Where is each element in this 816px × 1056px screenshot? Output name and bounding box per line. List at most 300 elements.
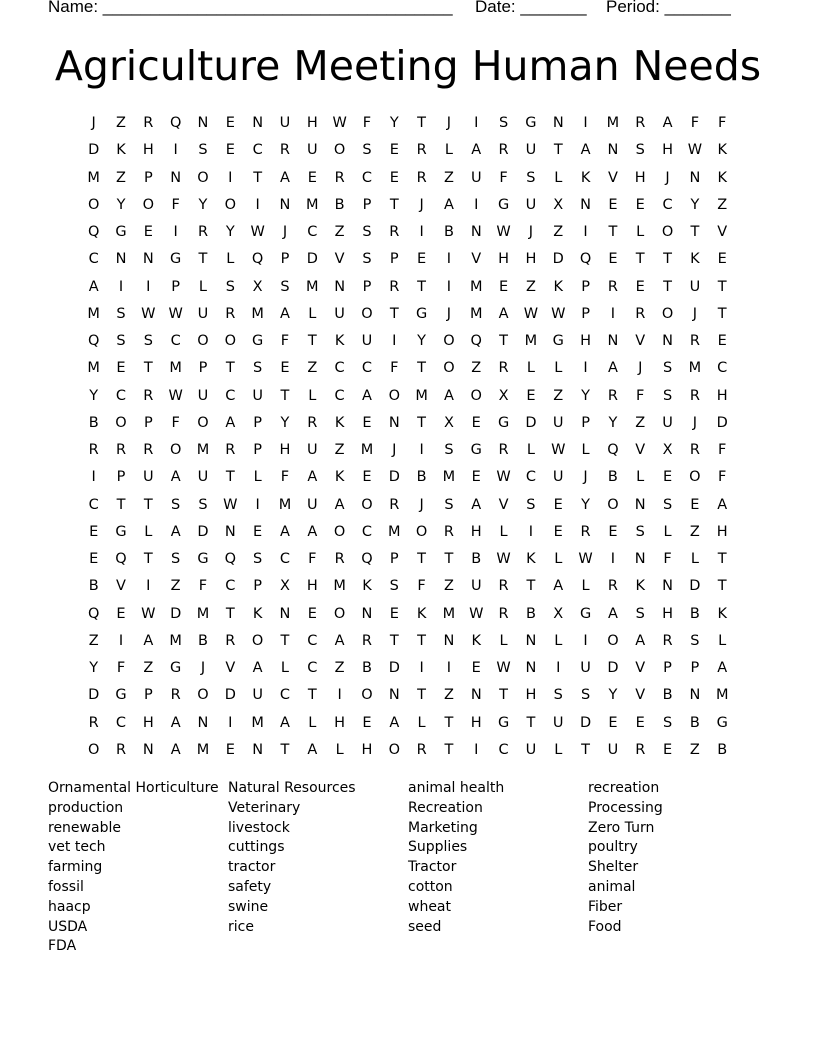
- grid-letter[interactable]: U: [552, 714, 564, 731]
- grid-letter[interactable]: M: [251, 714, 264, 731]
- grid-letter[interactable]: N: [607, 142, 619, 159]
- grid-letter[interactable]: A: [717, 496, 728, 513]
- grid-letter[interactable]: N: [361, 605, 373, 622]
- grid-letter[interactable]: K: [252, 605, 263, 622]
- grid-letter[interactable]: F: [663, 551, 672, 567]
- grid-letter[interactable]: G: [497, 196, 510, 213]
- grid-letter[interactable]: D: [552, 251, 564, 268]
- grid-letter[interactable]: P: [143, 169, 153, 186]
- grid-letter[interactable]: U: [580, 660, 591, 676]
- grid-letter[interactable]: G: [497, 714, 510, 731]
- grid-letter[interactable]: C: [88, 251, 99, 268]
- grid-letter[interactable]: P: [581, 414, 590, 431]
- grid-letter[interactable]: A: [443, 387, 454, 404]
- grid-letter[interactable]: S: [143, 333, 153, 349]
- grid-letter[interactable]: Q: [607, 442, 619, 458]
- grid-letter[interactable]: L: [636, 469, 645, 486]
- grid-letter[interactable]: E: [143, 224, 153, 240]
- grid-letter[interactable]: C: [307, 632, 318, 649]
- grid-letter[interactable]: E: [553, 523, 563, 540]
- grid-letter[interactable]: H: [716, 387, 728, 404]
- grid-letter[interactable]: M: [306, 278, 319, 295]
- grid-letter[interactable]: V: [471, 251, 482, 268]
- grid-letter[interactable]: I: [118, 278, 124, 295]
- grid-letter[interactable]: Y: [608, 414, 618, 431]
- grid-letter[interactable]: E: [389, 169, 399, 186]
- grid-letter[interactable]: Q: [115, 551, 127, 567]
- grid-letter[interactable]: F: [390, 360, 399, 377]
- grid-letter[interactable]: W: [551, 305, 566, 322]
- grid-letter[interactable]: K: [334, 333, 345, 349]
- grid-letter[interactable]: V: [635, 442, 646, 458]
- grid-letter[interactable]: E: [362, 414, 372, 431]
- grid-letter[interactable]: I: [583, 632, 588, 649]
- grid-letter[interactable]: G: [415, 305, 428, 322]
- grid-letter[interactable]: Z: [525, 278, 536, 295]
- grid-letter[interactable]: E: [89, 523, 99, 540]
- grid-letter[interactable]: R: [607, 578, 618, 595]
- grid-letter[interactable]: N: [252, 115, 264, 131]
- grid-letter[interactable]: T: [253, 169, 263, 186]
- grid-letter[interactable]: L: [581, 442, 590, 458]
- grid-letter[interactable]: Z: [635, 414, 646, 431]
- grid-letter[interactable]: G: [252, 333, 264, 349]
- grid-letter[interactable]: O: [333, 523, 346, 540]
- grid-letter[interactable]: A: [717, 660, 728, 676]
- grid-letter[interactable]: H: [525, 251, 537, 268]
- grid-letter[interactable]: T: [553, 142, 563, 159]
- grid-letter[interactable]: Z: [307, 360, 318, 377]
- grid-letter[interactable]: T: [389, 305, 399, 322]
- grid-letter[interactable]: M: [306, 196, 319, 213]
- grid-letter[interactable]: O: [689, 469, 701, 486]
- grid-letter[interactable]: T: [663, 251, 672, 268]
- grid-letter[interactable]: K: [635, 578, 645, 595]
- grid-letter[interactable]: S: [526, 169, 536, 186]
- grid-letter[interactable]: K: [362, 578, 372, 595]
- grid-letter[interactable]: Y: [225, 224, 235, 240]
- grid-letter[interactable]: N: [170, 169, 182, 186]
- grid-letter[interactable]: J: [392, 442, 397, 458]
- grid-letter[interactable]: A: [334, 496, 345, 513]
- grid-letter[interactable]: V: [116, 578, 126, 595]
- grid-letter[interactable]: T: [143, 496, 153, 513]
- grid-letter[interactable]: Y: [89, 387, 99, 404]
- grid-letter[interactable]: P: [663, 660, 672, 676]
- grid-letter[interactable]: N: [197, 115, 209, 131]
- grid-letter[interactable]: C: [115, 714, 127, 731]
- grid-letter[interactable]: F: [362, 115, 372, 131]
- grid-letter[interactable]: L: [636, 224, 645, 240]
- grid-letter[interactable]: O: [115, 414, 127, 431]
- grid-letter[interactable]: T: [417, 687, 427, 704]
- grid-letter[interactable]: R: [389, 496, 400, 513]
- grid-letter[interactable]: R: [498, 360, 509, 377]
- period-field-label[interactable]: Period: _______: [606, 0, 731, 16]
- grid-letter[interactable]: M: [87, 169, 100, 186]
- grid-letter[interactable]: P: [690, 660, 700, 676]
- grid-letter[interactable]: B: [662, 687, 673, 704]
- grid-letter[interactable]: K: [717, 142, 727, 159]
- grid-letter[interactable]: J: [282, 224, 288, 240]
- grid-letter[interactable]: E: [225, 741, 235, 758]
- grid-letter[interactable]: L: [663, 523, 672, 540]
- grid-letter[interactable]: E: [608, 523, 618, 540]
- grid-letter[interactable]: R: [225, 442, 236, 458]
- grid-letter[interactable]: L: [554, 741, 563, 758]
- grid-letter[interactable]: G: [497, 414, 510, 431]
- grid-letter[interactable]: E: [662, 741, 673, 758]
- grid-letter[interactable]: T: [116, 496, 126, 513]
- grid-letter[interactable]: U: [279, 115, 291, 131]
- grid-letter[interactable]: N: [388, 414, 400, 431]
- grid-letter[interactable]: I: [446, 251, 452, 268]
- grid-letter[interactable]: F: [690, 115, 700, 131]
- grid-letter[interactable]: Z: [553, 224, 564, 240]
- grid-letter[interactable]: S: [526, 496, 536, 513]
- grid-letter[interactable]: U: [552, 469, 564, 486]
- grid-letter[interactable]: H: [525, 687, 537, 704]
- grid-letter[interactable]: I: [419, 224, 424, 240]
- grid-letter[interactable]: L: [690, 551, 699, 567]
- grid-letter[interactable]: T: [225, 605, 235, 622]
- grid-letter[interactable]: E: [280, 360, 290, 377]
- grid-letter[interactable]: N: [689, 687, 701, 704]
- grid-letter[interactable]: U: [525, 741, 537, 758]
- grid-letter[interactable]: U: [470, 578, 482, 595]
- grid-letter[interactable]: T: [307, 687, 317, 704]
- grid-letter[interactable]: Z: [334, 224, 345, 240]
- grid-letter[interactable]: G: [470, 442, 482, 458]
- grid-letter[interactable]: N: [115, 251, 127, 268]
- grid-letter[interactable]: Y: [581, 496, 590, 513]
- grid-letter[interactable]: I: [474, 115, 479, 131]
- grid-letter[interactable]: M: [278, 496, 292, 513]
- grid-letter[interactable]: T: [444, 741, 454, 758]
- grid-letter[interactable]: H: [498, 251, 510, 268]
- grid-letter[interactable]: R: [389, 224, 400, 240]
- grid-letter[interactable]: I: [146, 578, 151, 595]
- grid-letter[interactable]: H: [306, 115, 318, 131]
- grid-letter[interactable]: R: [225, 632, 236, 649]
- grid-letter[interactable]: S: [362, 142, 372, 159]
- grid-letter[interactable]: A: [143, 632, 154, 649]
- grid-letter[interactable]: V: [607, 169, 618, 186]
- grid-letter[interactable]: U: [197, 469, 209, 486]
- grid-letter[interactable]: E: [116, 605, 126, 622]
- grid-letter[interactable]: I: [392, 333, 397, 349]
- grid-letter[interactable]: B: [471, 551, 482, 567]
- grid-letter[interactable]: I: [474, 741, 479, 758]
- grid-letter[interactable]: P: [253, 578, 262, 595]
- grid-letter[interactable]: A: [280, 714, 290, 731]
- grid-letter[interactable]: U: [306, 442, 318, 458]
- grid-letter[interactable]: L: [226, 251, 235, 268]
- grid-letter[interactable]: F: [171, 414, 180, 431]
- grid-letter[interactable]: A: [307, 741, 318, 758]
- grid-letter[interactable]: T: [499, 333, 509, 349]
- grid-letter[interactable]: F: [280, 333, 290, 349]
- grid-letter[interactable]: Y: [89, 660, 99, 676]
- grid-letter[interactable]: C: [525, 469, 536, 486]
- grid-letter[interactable]: O: [443, 360, 455, 377]
- grid-letter[interactable]: A: [170, 523, 181, 540]
- grid-letter[interactable]: S: [444, 442, 454, 458]
- grid-letter[interactable]: R: [416, 142, 427, 159]
- grid-letter[interactable]: R: [334, 169, 345, 186]
- grid-letter[interactable]: T: [717, 551, 727, 567]
- grid-letter[interactable]: C: [334, 360, 345, 377]
- grid-letter[interactable]: Z: [689, 523, 700, 540]
- grid-letter[interactable]: L: [499, 523, 508, 540]
- grid-letter[interactable]: E: [307, 605, 317, 622]
- grid-letter[interactable]: E: [526, 387, 536, 404]
- grid-letter[interactable]: A: [361, 387, 372, 404]
- grid-letter[interactable]: R: [689, 333, 700, 349]
- grid-letter[interactable]: N: [252, 741, 264, 758]
- grid-letter[interactable]: P: [389, 551, 399, 567]
- grid-letter[interactable]: I: [146, 278, 151, 295]
- grid-letter[interactable]: M: [251, 305, 264, 322]
- grid-letter[interactable]: V: [635, 333, 646, 349]
- grid-letter[interactable]: S: [225, 278, 235, 295]
- grid-letter[interactable]: U: [334, 305, 345, 322]
- grid-letter[interactable]: R: [143, 387, 154, 404]
- grid-letter[interactable]: I: [173, 224, 178, 240]
- grid-letter[interactable]: S: [662, 714, 673, 731]
- grid-letter[interactable]: C: [279, 551, 291, 567]
- grid-letter[interactable]: S: [116, 333, 126, 349]
- grid-letter[interactable]: K: [334, 414, 345, 431]
- grid-letter[interactable]: M: [196, 605, 210, 622]
- grid-letter[interactable]: A: [635, 632, 646, 649]
- grid-letter[interactable]: T: [444, 714, 454, 731]
- grid-letter[interactable]: P: [143, 687, 153, 704]
- grid-letter[interactable]: R: [662, 632, 673, 649]
- grid-letter[interactable]: J: [446, 115, 452, 131]
- grid-letter[interactable]: O: [87, 196, 100, 213]
- grid-letter[interactable]: J: [419, 496, 424, 513]
- grid-letter[interactable]: T: [581, 741, 590, 758]
- grid-letter[interactable]: T: [526, 714, 536, 731]
- grid-letter[interactable]: K: [334, 469, 345, 486]
- grid-letter[interactable]: M: [442, 605, 456, 622]
- grid-letter[interactable]: R: [143, 115, 154, 131]
- grid-letter[interactable]: N: [580, 196, 591, 213]
- grid-letter[interactable]: L: [526, 442, 535, 458]
- grid-letter[interactable]: I: [419, 660, 424, 676]
- grid-letter[interactable]: S: [280, 278, 290, 295]
- grid-letter[interactable]: C: [717, 360, 728, 377]
- grid-letter[interactable]: N: [634, 551, 646, 567]
- grid-letter[interactable]: H: [634, 169, 646, 186]
- grid-letter[interactable]: Y: [116, 196, 126, 213]
- grid-letter[interactable]: V: [717, 224, 728, 240]
- grid-letter[interactable]: B: [361, 660, 372, 676]
- grid-letter[interactable]: O: [251, 632, 264, 649]
- grid-letter[interactable]: T: [417, 115, 427, 131]
- grid-letter[interactable]: M: [87, 360, 100, 377]
- grid-letter[interactable]: I: [118, 632, 124, 649]
- grid-letter[interactable]: S: [498, 115, 509, 131]
- grid-letter[interactable]: O: [169, 442, 182, 458]
- grid-letter[interactable]: W: [578, 551, 593, 567]
- grid-letter[interactable]: T: [389, 632, 399, 649]
- grid-letter[interactable]: E: [635, 196, 645, 213]
- grid-letter[interactable]: A: [471, 142, 482, 159]
- grid-letter[interactable]: N: [142, 251, 154, 268]
- grid-letter[interactable]: I: [446, 660, 452, 676]
- grid-letter[interactable]: E: [89, 551, 99, 567]
- grid-letter[interactable]: Y: [198, 196, 208, 213]
- grid-letter[interactable]: A: [170, 469, 181, 486]
- grid-letter[interactable]: J: [528, 224, 534, 240]
- grid-letter[interactable]: T: [280, 632, 290, 649]
- grid-letter[interactable]: P: [116, 469, 126, 486]
- grid-letter[interactable]: H: [662, 605, 673, 622]
- grid-letter[interactable]: L: [554, 632, 563, 649]
- grid-letter[interactable]: I: [583, 360, 588, 377]
- grid-letter[interactable]: E: [717, 333, 727, 349]
- grid-letter[interactable]: L: [554, 360, 563, 377]
- grid-letter[interactable]: O: [388, 741, 400, 758]
- grid-letter[interactable]: F: [280, 469, 290, 486]
- grid-letter[interactable]: A: [307, 469, 318, 486]
- grid-letter[interactable]: E: [362, 714, 372, 731]
- grid-letter[interactable]: U: [662, 414, 673, 431]
- grid-letter[interactable]: E: [225, 115, 235, 131]
- grid-letter[interactable]: R: [170, 687, 181, 704]
- grid-letter[interactable]: U: [252, 687, 263, 704]
- grid-letter[interactable]: C: [225, 578, 236, 595]
- grid-letter[interactable]: I: [255, 196, 260, 213]
- grid-letter[interactable]: G: [115, 523, 127, 540]
- grid-letter[interactable]: A: [225, 414, 236, 431]
- grid-letter[interactable]: R: [389, 278, 400, 295]
- grid-letter[interactable]: C: [307, 224, 318, 240]
- grid-letter[interactable]: O: [197, 333, 209, 349]
- grid-letter[interactable]: N: [279, 196, 291, 213]
- grid-letter[interactable]: G: [197, 551, 209, 567]
- grid-letter[interactable]: O: [607, 496, 619, 513]
- grid-letter[interactable]: K: [471, 632, 482, 649]
- grid-letter[interactable]: H: [279, 442, 291, 458]
- grid-letter[interactable]: T: [389, 196, 399, 213]
- grid-letter[interactable]: T: [717, 578, 727, 595]
- grid-letter[interactable]: D: [689, 578, 701, 595]
- grid-letter[interactable]: M: [196, 442, 210, 458]
- grid-letter[interactable]: I: [173, 142, 178, 159]
- grid-letter[interactable]: S: [635, 605, 645, 622]
- grid-letter[interactable]: N: [197, 714, 209, 731]
- grid-letter[interactable]: L: [280, 660, 289, 676]
- grid-letter[interactable]: L: [554, 551, 563, 567]
- grid-letter[interactable]: X: [279, 578, 290, 595]
- grid-letter[interactable]: T: [417, 360, 427, 377]
- grid-letter[interactable]: K: [690, 251, 700, 268]
- grid-letter[interactable]: S: [389, 578, 399, 595]
- grid-letter[interactable]: N: [470, 687, 482, 704]
- grid-letter[interactable]: U: [197, 305, 209, 322]
- grid-letter[interactable]: E: [608, 714, 618, 731]
- grid-letter[interactable]: F: [171, 196, 180, 213]
- grid-letter[interactable]: S: [662, 360, 673, 377]
- grid-letter[interactable]: R: [689, 387, 700, 404]
- grid-letter[interactable]: C: [334, 387, 345, 404]
- grid-letter[interactable]: F: [636, 387, 645, 404]
- grid-letter[interactable]: Y: [608, 687, 618, 704]
- grid-letter[interactable]: Q: [470, 333, 482, 349]
- grid-letter[interactable]: M: [606, 115, 620, 131]
- grid-letter[interactable]: O: [443, 333, 455, 349]
- grid-letter[interactable]: Z: [471, 360, 482, 377]
- grid-letter[interactable]: S: [198, 142, 208, 159]
- grid-letter[interactable]: X: [252, 278, 263, 295]
- grid-letter[interactable]: R: [689, 442, 700, 458]
- grid-letter[interactable]: E: [253, 523, 263, 540]
- grid-letter[interactable]: L: [198, 278, 208, 295]
- grid-letter[interactable]: X: [553, 605, 564, 622]
- grid-letter[interactable]: A: [498, 305, 509, 322]
- grid-letter[interactable]: L: [526, 360, 535, 377]
- grid-letter[interactable]: R: [607, 387, 618, 404]
- grid-letter[interactable]: R: [115, 741, 127, 758]
- grid-letter[interactable]: A: [607, 360, 618, 377]
- grid-letter[interactable]: L: [308, 714, 317, 731]
- grid-letter[interactable]: B: [607, 469, 618, 486]
- grid-letter[interactable]: T: [280, 387, 290, 404]
- grid-letter[interactable]: O: [142, 196, 155, 213]
- grid-letter[interactable]: T: [198, 251, 208, 268]
- grid-letter[interactable]: I: [610, 305, 616, 322]
- grid-letter[interactable]: I: [583, 115, 588, 131]
- grid-letter[interactable]: B: [717, 741, 728, 758]
- grid-letter[interactable]: M: [169, 360, 182, 377]
- grid-letter[interactable]: R: [498, 142, 509, 159]
- grid-letter[interactable]: Q: [87, 333, 100, 349]
- grid-letter[interactable]: Z: [443, 169, 454, 186]
- grid-letter[interactable]: U: [470, 169, 482, 186]
- grid-letter[interactable]: L: [308, 387, 317, 404]
- grid-letter[interactable]: R: [88, 714, 99, 731]
- grid-letter[interactable]: H: [142, 142, 154, 159]
- grid-letter[interactable]: T: [444, 551, 454, 567]
- grid-letter[interactable]: A: [252, 660, 263, 676]
- grid-letter[interactable]: A: [443, 196, 454, 213]
- grid-letter[interactable]: E: [608, 196, 618, 213]
- grid-letter[interactable]: I: [610, 551, 616, 567]
- grid-letter[interactable]: U: [361, 333, 373, 349]
- grid-letter[interactable]: O: [224, 333, 237, 349]
- grid-letter[interactable]: N: [470, 224, 482, 240]
- grid-letter[interactable]: A: [280, 169, 290, 186]
- grid-letter[interactable]: E: [307, 169, 317, 186]
- grid-letter[interactable]: E: [389, 142, 399, 159]
- grid-letter[interactable]: R: [498, 605, 509, 622]
- grid-letter[interactable]: I: [446, 278, 452, 295]
- grid-letter[interactable]: C: [361, 523, 372, 540]
- grid-letter[interactable]: A: [170, 714, 181, 731]
- grid-letter[interactable]: S: [362, 251, 372, 268]
- grid-letter[interactable]: I: [474, 196, 479, 213]
- grid-letter[interactable]: F: [499, 169, 508, 186]
- grid-letter[interactable]: R: [498, 442, 509, 458]
- grid-letter[interactable]: E: [690, 496, 700, 513]
- grid-letter[interactable]: Q: [224, 551, 237, 567]
- grid-letter[interactable]: Z: [334, 660, 345, 676]
- grid-letter[interactable]: M: [715, 687, 729, 704]
- grid-letter[interactable]: E: [608, 251, 618, 268]
